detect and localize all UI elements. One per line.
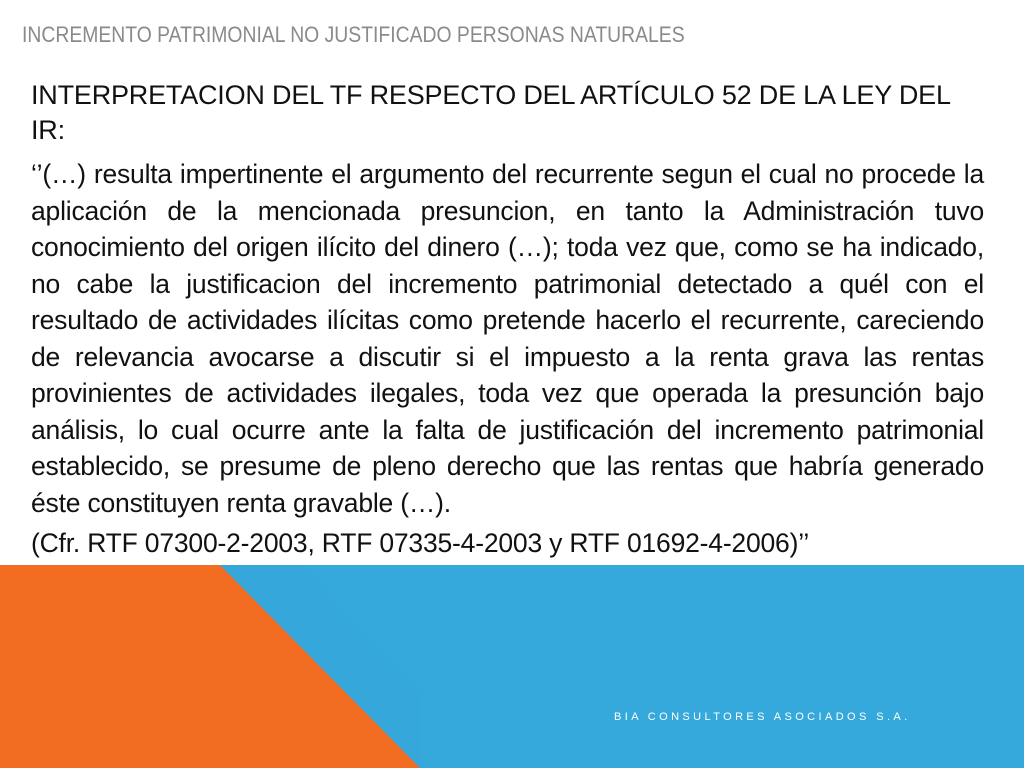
orange-decorative-triangle [0, 565, 420, 768]
section-subheading: INTERPRETACION DEL TF RESPECTO DEL ARTÍCULO 52 DE LA LEY DEL IR: [31, 80, 950, 145]
slide-title: INCREMENTO PATRIMONIAL NO JUSTIFICADO PERSONAS NATURALES [22, 22, 685, 47]
citation-paragraph: (Cfr. RTF 07300-2-2003, RTF 07335-4-2003 y RTF 01692-4-2006)’’ [31, 528, 810, 558]
footer-company-name: BIA CONSULTORES ASOCIADOS S.A. [614, 711, 911, 723]
slide-body [31, 78, 984, 562]
quoted-paragraph: ‘’(…) resulta impertinente el argumento del recurrente segun el cual no procede la aplicación de la mencionada presuncion, en tanto la Administración tuvo conocimiento del origen ilícito del dinero (…); toda vez que, como se ha indicado, no cabe la justificacion del incremento patrimonial detectado a quél con el resultado de actividades ilícitas como pretende hacerlo el recurrente, careciendo de relevancia avocarse a discutir si el impuesto a la renta grava las rentas provinientes de actividades ilegales, toda vez que operada la presunción bajo análisis, lo cual ocurre ante la falta de justificación del incremento patrimonial establecido, se presume de pleno derecho que las rentas que habría generado éste constituyen renta gravable (…). [31, 159, 984, 518]
